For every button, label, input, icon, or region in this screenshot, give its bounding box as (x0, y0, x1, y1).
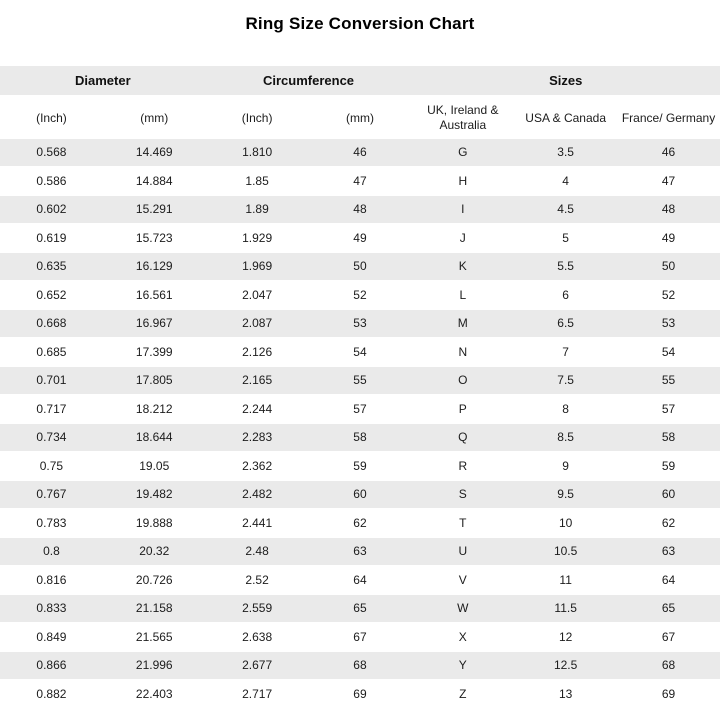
table-row (0, 423, 720, 452)
table-row (0, 566, 720, 595)
table-cell: 0.619 (0, 224, 103, 253)
table-cell: 2.244 (206, 395, 309, 424)
table-cell: 6.5 (514, 309, 617, 338)
table-cell: 16.561 (103, 281, 206, 310)
table-row (0, 651, 720, 680)
table-cell: 0.568 (0, 139, 103, 167)
table-cell: 3.5 (514, 139, 617, 167)
table-cell: S (411, 480, 514, 509)
table-cell: 18.644 (103, 423, 206, 452)
column-group-row (0, 66, 720, 96)
table-cell: 2.677 (206, 651, 309, 680)
table-cell: 69 (617, 680, 720, 709)
table-cell: 57 (617, 395, 720, 424)
table-row (0, 537, 720, 566)
table-cell: Y (411, 651, 514, 680)
table-cell: G (411, 139, 514, 167)
table-cell: 2.441 (206, 509, 309, 538)
column-header: UK, Ireland & Australia (411, 96, 514, 139)
table-row (0, 309, 720, 338)
table-cell: 0.816 (0, 566, 103, 595)
table-cell: 54 (309, 338, 412, 367)
table-cell: 0.8 (0, 537, 103, 566)
table-cell: 64 (309, 566, 412, 595)
table-cell: N (411, 338, 514, 367)
table-row (0, 680, 720, 709)
table-cell: 7.5 (514, 366, 617, 395)
table-row (0, 509, 720, 538)
table-cell: 12.5 (514, 651, 617, 680)
table-cell: 0.75 (0, 452, 103, 481)
table-row (0, 452, 720, 481)
table-cell: W (411, 594, 514, 623)
table-cell: 0.882 (0, 680, 103, 709)
table-cell: 2.482 (206, 480, 309, 509)
table-cell: 7 (514, 338, 617, 367)
table-cell: 2.283 (206, 423, 309, 452)
table-cell: 6 (514, 281, 617, 310)
table-cell: 8.5 (514, 423, 617, 452)
table-cell: 59 (617, 452, 720, 481)
table-cell: 2.48 (206, 537, 309, 566)
table-row (0, 224, 720, 253)
table-cell: 60 (309, 480, 412, 509)
table-cell: 65 (617, 594, 720, 623)
table-cell: 49 (309, 224, 412, 253)
table-cell: 2.165 (206, 366, 309, 395)
table-cell: 65 (309, 594, 412, 623)
table-cell: 55 (617, 366, 720, 395)
table-row (0, 395, 720, 424)
ring-size-conversion-table (0, 66, 720, 709)
table-cell: 52 (617, 281, 720, 310)
table-cell: Z (411, 680, 514, 709)
table-cell: P (411, 395, 514, 424)
table-row (0, 338, 720, 367)
table-row (0, 167, 720, 196)
table-cell: 18.212 (103, 395, 206, 424)
table-cell: 16.129 (103, 252, 206, 281)
table-cell: 2.559 (206, 594, 309, 623)
table-cell: 0.586 (0, 167, 103, 196)
table-cell: J (411, 224, 514, 253)
table-cell: 11 (514, 566, 617, 595)
table-cell: 67 (617, 623, 720, 652)
table-cell: R (411, 452, 514, 481)
table-cell: 0.866 (0, 651, 103, 680)
table-cell: 47 (309, 167, 412, 196)
table-cell: 21.565 (103, 623, 206, 652)
table-cell: 12 (514, 623, 617, 652)
table-cell: 67 (309, 623, 412, 652)
table-row (0, 252, 720, 281)
table-cell: 0.717 (0, 395, 103, 424)
table-cell: 63 (309, 537, 412, 566)
table-cell: 50 (617, 252, 720, 281)
table-cell: 50 (309, 252, 412, 281)
table-cell: 68 (617, 651, 720, 680)
table-cell: 9.5 (514, 480, 617, 509)
table-cell: 11.5 (514, 594, 617, 623)
column-group-header: Circumference (206, 66, 412, 96)
table-row (0, 281, 720, 310)
table-cell: 58 (309, 423, 412, 452)
table-row (0, 623, 720, 652)
table-cell: L (411, 281, 514, 310)
column-group-header: Sizes (411, 66, 720, 96)
table-cell: 0.635 (0, 252, 103, 281)
table-cell: 48 (309, 195, 412, 224)
table-cell: 1.85 (206, 167, 309, 196)
table-cell: 4 (514, 167, 617, 196)
column-header-row (0, 96, 720, 139)
table-cell: Q (411, 423, 514, 452)
table-cell: O (411, 366, 514, 395)
table-cell: 10.5 (514, 537, 617, 566)
table-cell: 10 (514, 509, 617, 538)
table-cell: 15.291 (103, 195, 206, 224)
table-cell: 62 (309, 509, 412, 538)
table-cell: X (411, 623, 514, 652)
table-cell: 64 (617, 566, 720, 595)
table-cell: 63 (617, 537, 720, 566)
table-cell: T (411, 509, 514, 538)
table-cell: 2.717 (206, 680, 309, 709)
table-header (0, 66, 720, 139)
table-row (0, 195, 720, 224)
table-cell: 57 (309, 395, 412, 424)
table-cell: 5 (514, 224, 617, 253)
table-cell: 19.482 (103, 480, 206, 509)
table-cell: 0.602 (0, 195, 103, 224)
table-cell: 46 (309, 139, 412, 167)
table-cell: 21.158 (103, 594, 206, 623)
table-cell: 17.805 (103, 366, 206, 395)
table-cell: 1.89 (206, 195, 309, 224)
table-cell: 2.362 (206, 452, 309, 481)
table-cell: 0.767 (0, 480, 103, 509)
table-cell: 0.652 (0, 281, 103, 310)
table-cell: 1.810 (206, 139, 309, 167)
table-cell: 55 (309, 366, 412, 395)
table-cell: M (411, 309, 514, 338)
table-cell: 19.888 (103, 509, 206, 538)
table-cell: I (411, 195, 514, 224)
table-cell: 19.05 (103, 452, 206, 481)
table-cell: 48 (617, 195, 720, 224)
table-cell: 46 (617, 139, 720, 167)
table-cell: 58 (617, 423, 720, 452)
table-cell: 0.685 (0, 338, 103, 367)
table-cell: 16.967 (103, 309, 206, 338)
column-header: (Inch) (0, 96, 103, 139)
table-cell: 60 (617, 480, 720, 509)
table-cell: 20.32 (103, 537, 206, 566)
table-cell: 49 (617, 224, 720, 253)
table-cell: 69 (309, 680, 412, 709)
table-cell: K (411, 252, 514, 281)
table-row (0, 480, 720, 509)
table-cell: 0.849 (0, 623, 103, 652)
table-cell: 0.701 (0, 366, 103, 395)
column-header: USA & Canada (514, 96, 617, 139)
table-cell: 20.726 (103, 566, 206, 595)
table-cell: 62 (617, 509, 720, 538)
table-cell: U (411, 537, 514, 566)
table-cell: 54 (617, 338, 720, 367)
table-cell: 14.884 (103, 167, 206, 196)
table-cell: 0.734 (0, 423, 103, 452)
table-cell: 53 (617, 309, 720, 338)
column-group-header: Diameter (0, 66, 206, 96)
table-cell: 13 (514, 680, 617, 709)
table-cell: 52 (309, 281, 412, 310)
table-cell: 2.638 (206, 623, 309, 652)
table-cell: 59 (309, 452, 412, 481)
table-cell: H (411, 167, 514, 196)
table-cell: 1.969 (206, 252, 309, 281)
table-row (0, 366, 720, 395)
table-cell: 4.5 (514, 195, 617, 224)
table-cell: 68 (309, 651, 412, 680)
table-cell: 21.996 (103, 651, 206, 680)
table-row (0, 594, 720, 623)
table-cell: 0.833 (0, 594, 103, 623)
table-cell: 2.087 (206, 309, 309, 338)
column-header: (Inch) (206, 96, 309, 139)
table-cell: 0.668 (0, 309, 103, 338)
table-cell: 1.929 (206, 224, 309, 253)
column-header: France/ Germany (617, 96, 720, 139)
table-cell: 2.047 (206, 281, 309, 310)
table-cell: 14.469 (103, 139, 206, 167)
table-body (0, 139, 720, 708)
table-cell: 8 (514, 395, 617, 424)
table-cell: 2.52 (206, 566, 309, 595)
column-header: (mm) (103, 96, 206, 139)
page-title: Ring Size Conversion Chart (245, 14, 475, 33)
column-header: (mm) (309, 96, 412, 139)
table-cell: 17.399 (103, 338, 206, 367)
table-cell: 9 (514, 452, 617, 481)
table-cell: V (411, 566, 514, 595)
table-cell: 0.783 (0, 509, 103, 538)
table-cell: 22.403 (103, 680, 206, 709)
table-cell: 53 (309, 309, 412, 338)
table-cell: 15.723 (103, 224, 206, 253)
table-row (0, 139, 720, 167)
table-cell: 5.5 (514, 252, 617, 281)
table-cell: 47 (617, 167, 720, 196)
table-cell: 2.126 (206, 338, 309, 367)
